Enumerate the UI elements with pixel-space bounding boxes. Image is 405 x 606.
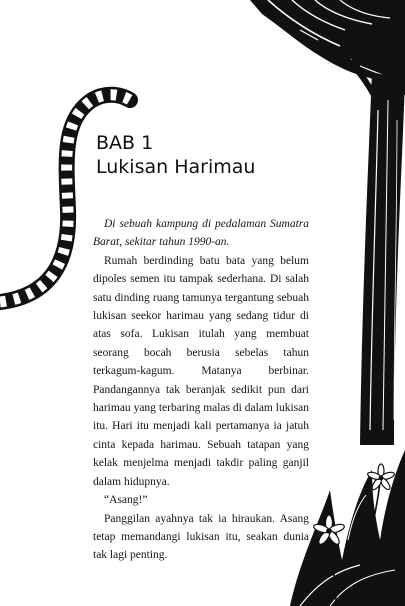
paragraph: Rumah berdinding batu bata yang belum dipoles semen itu tampak sederhana. Di salah satu dinding ruang tamunya tergantung sebuah lukisan seekor harimau yang sedang tidur di atas sofa. Lukisan itulah yang membuat seorang bocah berusia sebelas tahun terkagum-kagum. Matanya berbinar. Pandangannya tak beranjak sedikit pun dari harimau yang terbaring malas di dalam lukisan itu. Hari itu menjadi kali pertamanya ia jatuh cinta kepada harimau. Sebuah tatapan yang kelak menjelma menjadi takdir paling ganjil dalam hidupnya.: [93, 254, 309, 488]
chapter-body: [93, 215, 309, 565]
tree-trunk-icon: [330, 48, 405, 445]
lead-paragraph: Di sebuah kampung di pedalaman Sumatra Barat, sekitar tahun 1990-an.: [93, 218, 309, 249]
dialogue-paragraph: “Asang!”: [104, 494, 148, 507]
paragraph: Panggilan ayahnya tak ia hiraukan. Asang tetap memandangi lukisan itu, seakan dunia tak lagi penting.: [93, 512, 309, 562]
chapter-title: Lukisan Harimau: [96, 156, 256, 178]
chapter-heading: [96, 131, 255, 179]
chapter-number: BAB 1: [96, 132, 154, 154]
